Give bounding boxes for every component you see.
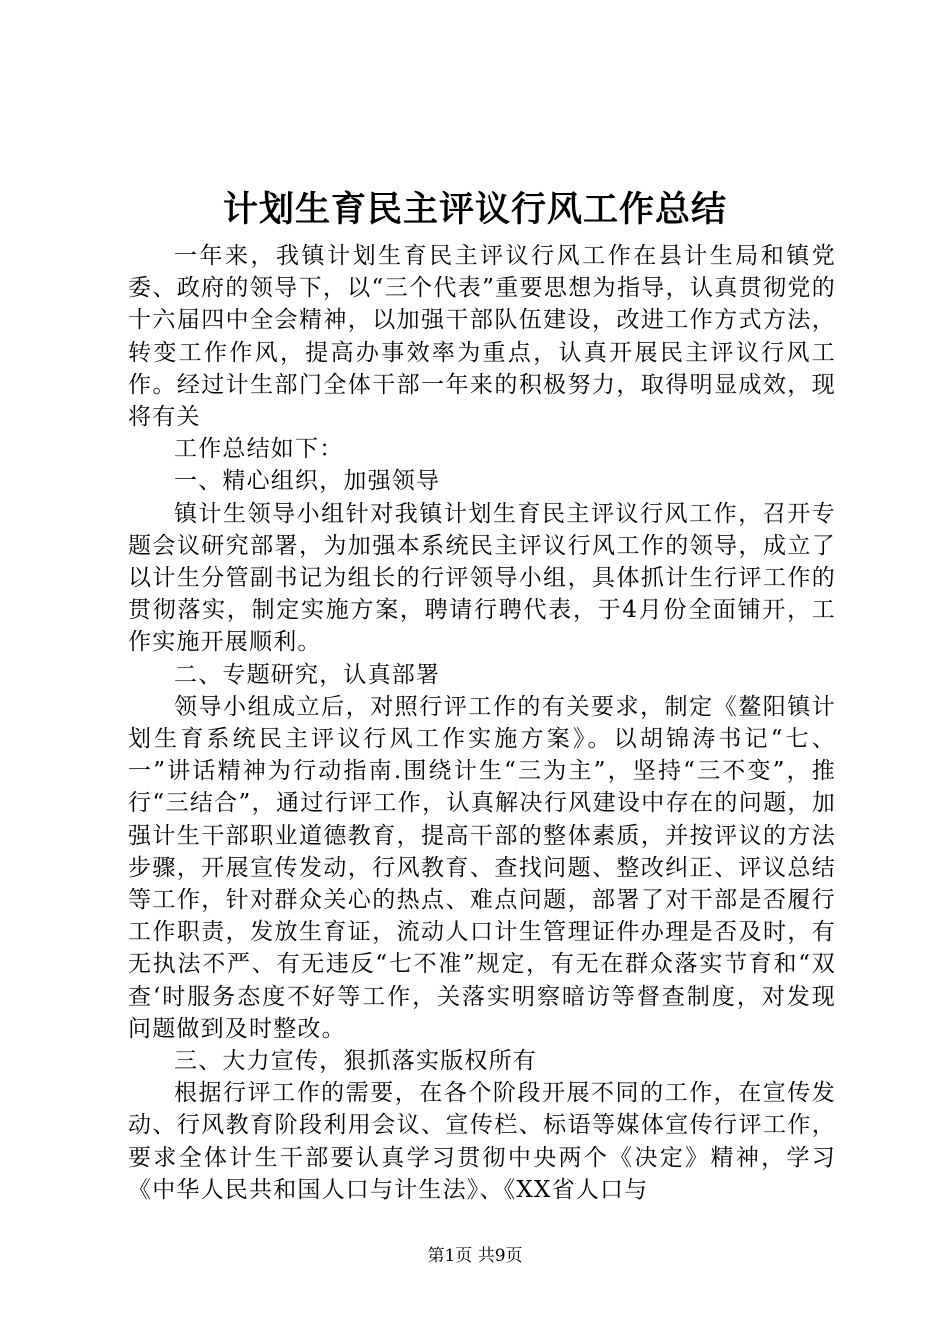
paragraph-intro: 一年来，我镇计划生育民主评议行风工作在县计生局和镇党委、政府的领导下，以“三个代表”重要思想为指导，认真贯彻党的十六届四中全会精神，以加强干部队伍建设，改进工作方式方法，转变工作作风，提高办事效率为重点，认真开展民主评议行风工作。经过计生部门全体干部一年来的积极努力，取得明显成效，现将有关 — [128, 243, 836, 431]
document-body — [128, 240, 836, 1206]
section-heading-2: 二、专题研究，认真部署 — [174, 661, 441, 688]
paragraph-section-3: 根据行评工作的需要，在各个阶段开展不同的工作，在宣传发动、行风教育阶段利用会议、宣传栏、标语等媒体宣传行评工作，要求全体计生干部要认真学习贯彻中央两个《决定》精神，学习《中华人民共和国人口与计生法》、《XX省人口与 — [128, 1080, 836, 1203]
document-title: 计划生育民主评议行风工作总结 — [222, 189, 727, 230]
section-heading-3: 三、大力宣传，狠抓落实版权所有 — [174, 1048, 537, 1075]
paragraph-section-1: 镇计生领导小组针对我镇计划生育民主评议行风工作，召开专题会议研究部署，为加强本系统民主评议行风工作的领导，成立了以计生分管副书记为组长的行评领导小组，具体抓计生行评工作的贯彻落实，制定实施方案，聘请行聘代表，于4月份全面铺开，工作实施开展顺利。 — [128, 500, 836, 656]
paragraph-summary-lead: 工作总结如下： — [174, 436, 344, 463]
section-heading-1: 一、精心组织，加强领导 — [174, 468, 441, 495]
paragraph-section-2: 领导小组成立后，对照行评工作的有关要求，制定《鳌阳镇计划生育系统民主评议行风工作实施方案》。以胡锦涛书记“七、一”讲话精神为行动指南.围绕计生“三为主”，坚持“三不变”，推行“三结合”，通过行评工作，认真解决行风建设中存在的问题，加强计生干部职业道德教育，提高干部的整体素质，并按评议的方法步骤，开展宣传发动，行风教育、查找问题、整改纠正、评议总结等工作，针对群众关心的热点、难点问题，部署了对干部是否履行工作职责，发放生育证，流动人口计生管理证件办理是否及时，有无执法不严、有无违反“七不准”规定，有无在群众落实节育和“双查‘时服务态度不好等工作，关落实明察暗访等督查制度，对发现问题做到及时整改。 — [128, 693, 836, 1042]
page-number-footer: 第1页 共9页 — [427, 1246, 523, 1266]
